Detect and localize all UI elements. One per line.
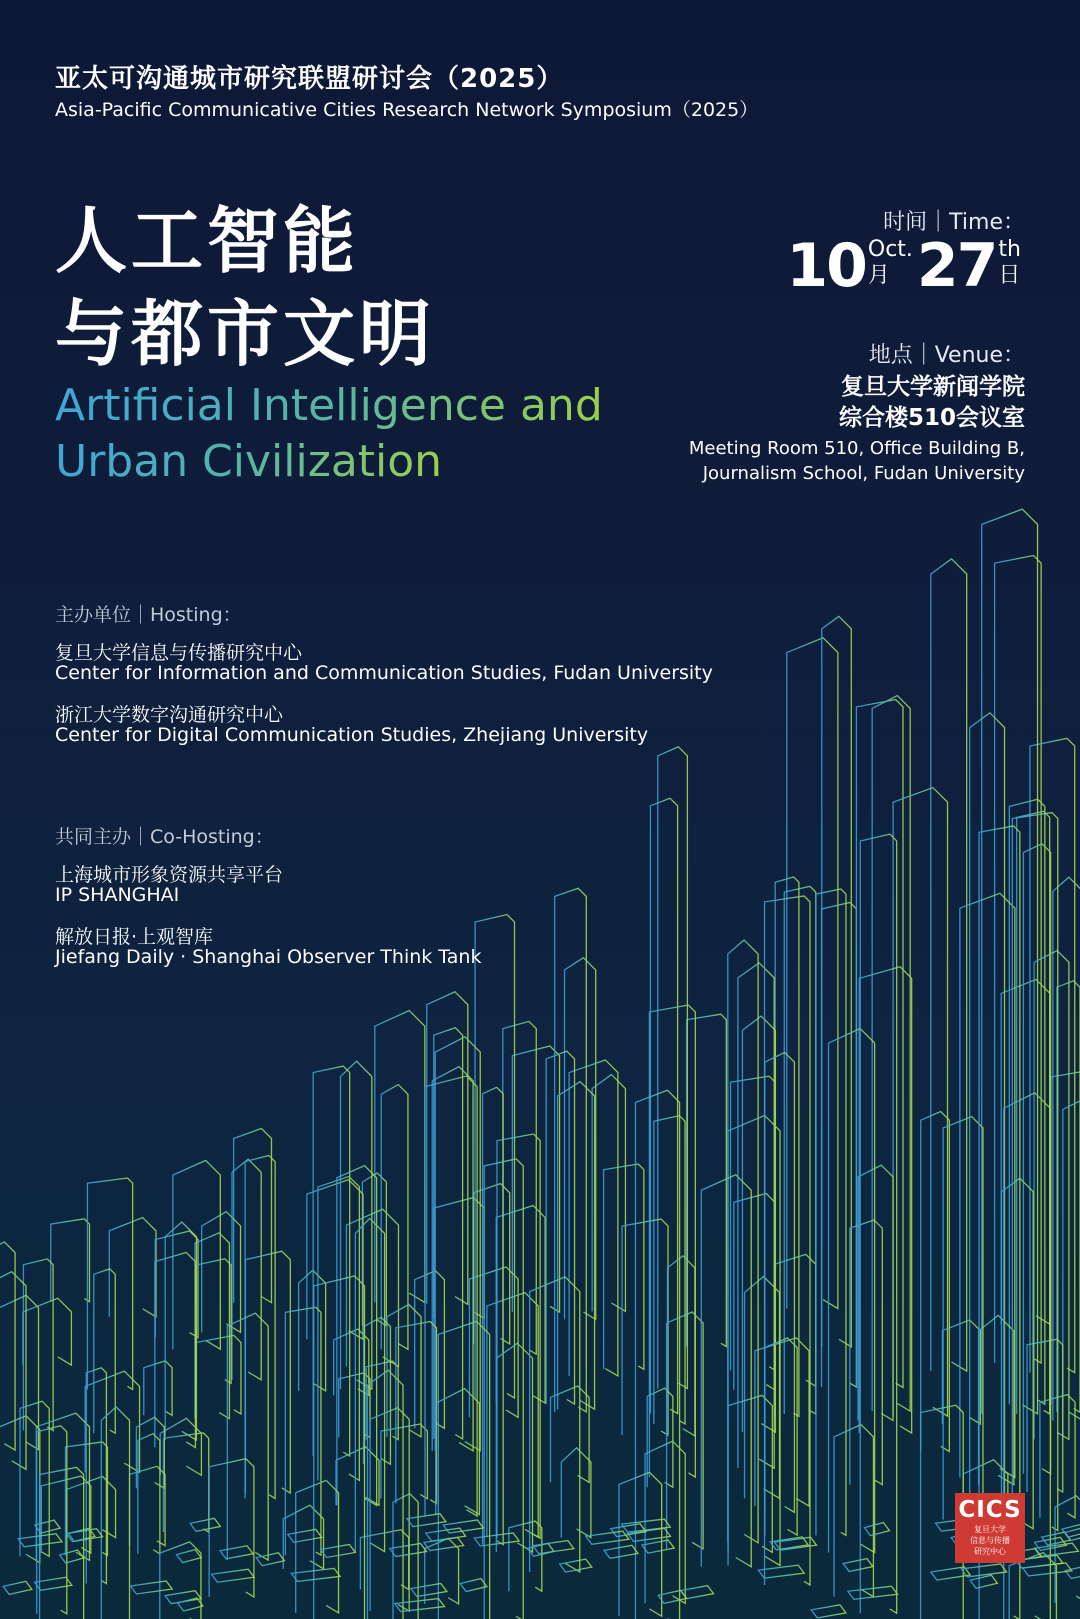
venue-zh-line1: 复旦大学新闻学院 <box>841 374 1025 400</box>
ground-block <box>395 1599 445 1612</box>
main-title-en-line1: Artificial Intelligence and <box>55 380 603 431</box>
venue-en-line1: Meeting Room 510, Office Building B, <box>688 438 1025 459</box>
ground-block <box>211 1569 254 1582</box>
logo-abbr: CICS <box>958 1497 1022 1523</box>
ground-block <box>291 1568 340 1581</box>
ground-block <box>533 1541 574 1554</box>
building-outline <box>859 967 911 1433</box>
symposium-series-title-zh: 亚太可沟通城市研究联盟研讨会（2025） <box>55 64 564 94</box>
building-outline <box>0 1295 38 1449</box>
building-outline <box>144 1361 172 1415</box>
ground-block <box>460 1579 487 1592</box>
ground-block <box>642 1540 674 1553</box>
ground-block <box>586 1531 629 1544</box>
venue-en <box>689 436 1025 486</box>
ground-block <box>60 1550 84 1563</box>
symposium-series-title-en: Asia-Pacific Communicative Cities Research Network Symposium（2025） <box>55 99 759 121</box>
building-outline <box>155 1231 198 1338</box>
building-outline <box>858 1165 893 1420</box>
building-outline <box>1051 1071 1080 1405</box>
time-label: 时间｜Time： <box>883 210 1025 235</box>
building-outline <box>336 1447 379 1505</box>
building-outline <box>232 1159 261 1380</box>
building-outline <box>165 1222 196 1440</box>
building-outline <box>619 1472 662 1616</box>
ground-block <box>443 1520 483 1533</box>
building-outline <box>960 893 1015 1477</box>
ground-block <box>970 1575 997 1588</box>
host-org-1-en: Center for Information and Communication Studies, Fudan University <box>55 662 713 684</box>
date-day-stack <box>998 237 1021 289</box>
building-outline <box>366 1361 398 1439</box>
logo-line1: 复旦大学 <box>974 1525 1006 1534</box>
building-outline <box>872 696 910 1412</box>
cics-logo <box>955 1493 1025 1563</box>
ground-block <box>130 1581 172 1594</box>
ground-block <box>411 1583 447 1596</box>
building-outline <box>569 1060 618 1376</box>
ground-block <box>811 1605 846 1618</box>
building-outline <box>979 1315 1014 1484</box>
ground-block <box>843 1559 873 1572</box>
building-outline <box>550 1386 589 1482</box>
building-outline <box>558 1082 595 1410</box>
ground-block <box>528 1543 554 1556</box>
building-outline <box>1063 1096 1080 1439</box>
event-date <box>786 231 1025 301</box>
building-outline <box>728 1395 772 1552</box>
ground-block <box>407 1514 446 1527</box>
ground-block <box>3 1581 32 1594</box>
building-outline <box>503 1021 536 1354</box>
date-month-stack <box>868 237 913 289</box>
host-org-2-zh: 浙江大学数字沟通研究中心 <box>55 704 284 726</box>
ground-block <box>220 1546 253 1559</box>
cohost-org-1-en: IP SHANGHAI <box>55 884 180 906</box>
building-outline <box>850 1220 882 1485</box>
logo-line3: 研究中心 <box>974 1547 1006 1556</box>
host-org-1-zh: 复旦大学信息与传播研究中心 <box>55 642 303 664</box>
ground-block <box>35 1520 60 1533</box>
date-day-zh: 日 <box>998 263 1021 288</box>
ground-block <box>758 1565 804 1578</box>
building-outline <box>921 1112 950 1452</box>
date-month-en: Oct. <box>867 237 913 262</box>
ground-block <box>256 1553 284 1566</box>
ground-block <box>176 1550 201 1563</box>
ground-block <box>864 1523 889 1536</box>
building-outline <box>592 1075 625 1312</box>
building-outline <box>234 1128 272 1302</box>
main-title-zh-line1: 人工智能 <box>55 199 360 283</box>
venue-label: 地点｜Venue： <box>868 343 1025 368</box>
date-day-suffix: th <box>998 237 1021 262</box>
date-month-number: 10 <box>786 231 866 301</box>
ground-block <box>67 1529 103 1542</box>
date-month-zh: 月 <box>867 263 890 288</box>
main-title-zh-line2: 与都市文明 <box>55 292 436 376</box>
cohost-org-1-zh: 上海城市形象资源共享平台 <box>55 864 284 886</box>
host-org-2-en: Center for Digital Communication Studies, Zhejiang University <box>55 724 649 746</box>
ground-block <box>190 1518 220 1531</box>
building-outline <box>202 1212 241 1333</box>
building-outline <box>474 1184 510 1344</box>
date-day-number: 27 <box>916 231 997 301</box>
building-outline <box>784 886 816 1414</box>
cohost-org-2-zh: 解放日报·上观智库 <box>55 926 214 948</box>
main-title-en-line2: Urban Civilization <box>55 436 443 487</box>
building-outline <box>487 1293 538 1538</box>
building-outline <box>94 1269 115 1433</box>
venue-en-line2: Journalism School, Fudan University <box>702 463 1025 484</box>
hosting-label: 主办单位｜Hosting： <box>55 604 242 626</box>
logo-line2: 信息与传播 <box>970 1536 1010 1545</box>
venue-zh-line2: 综合楼510会议室 <box>838 405 1025 431</box>
ground-block <box>288 1529 322 1542</box>
building-outline <box>245 1155 275 1498</box>
ground-block <box>604 1545 638 1558</box>
building-outline <box>313 1066 349 1456</box>
building-outline <box>296 1480 339 1613</box>
building-outline <box>650 798 677 1413</box>
building-outline <box>822 616 852 1346</box>
cohost-org-2-en: Jiefang Daily · Shanghai Observer Think Tank <box>55 946 482 968</box>
cohosting-label: 共同主办｜Co-Hosting： <box>55 826 274 848</box>
building-outline <box>667 1256 694 1436</box>
